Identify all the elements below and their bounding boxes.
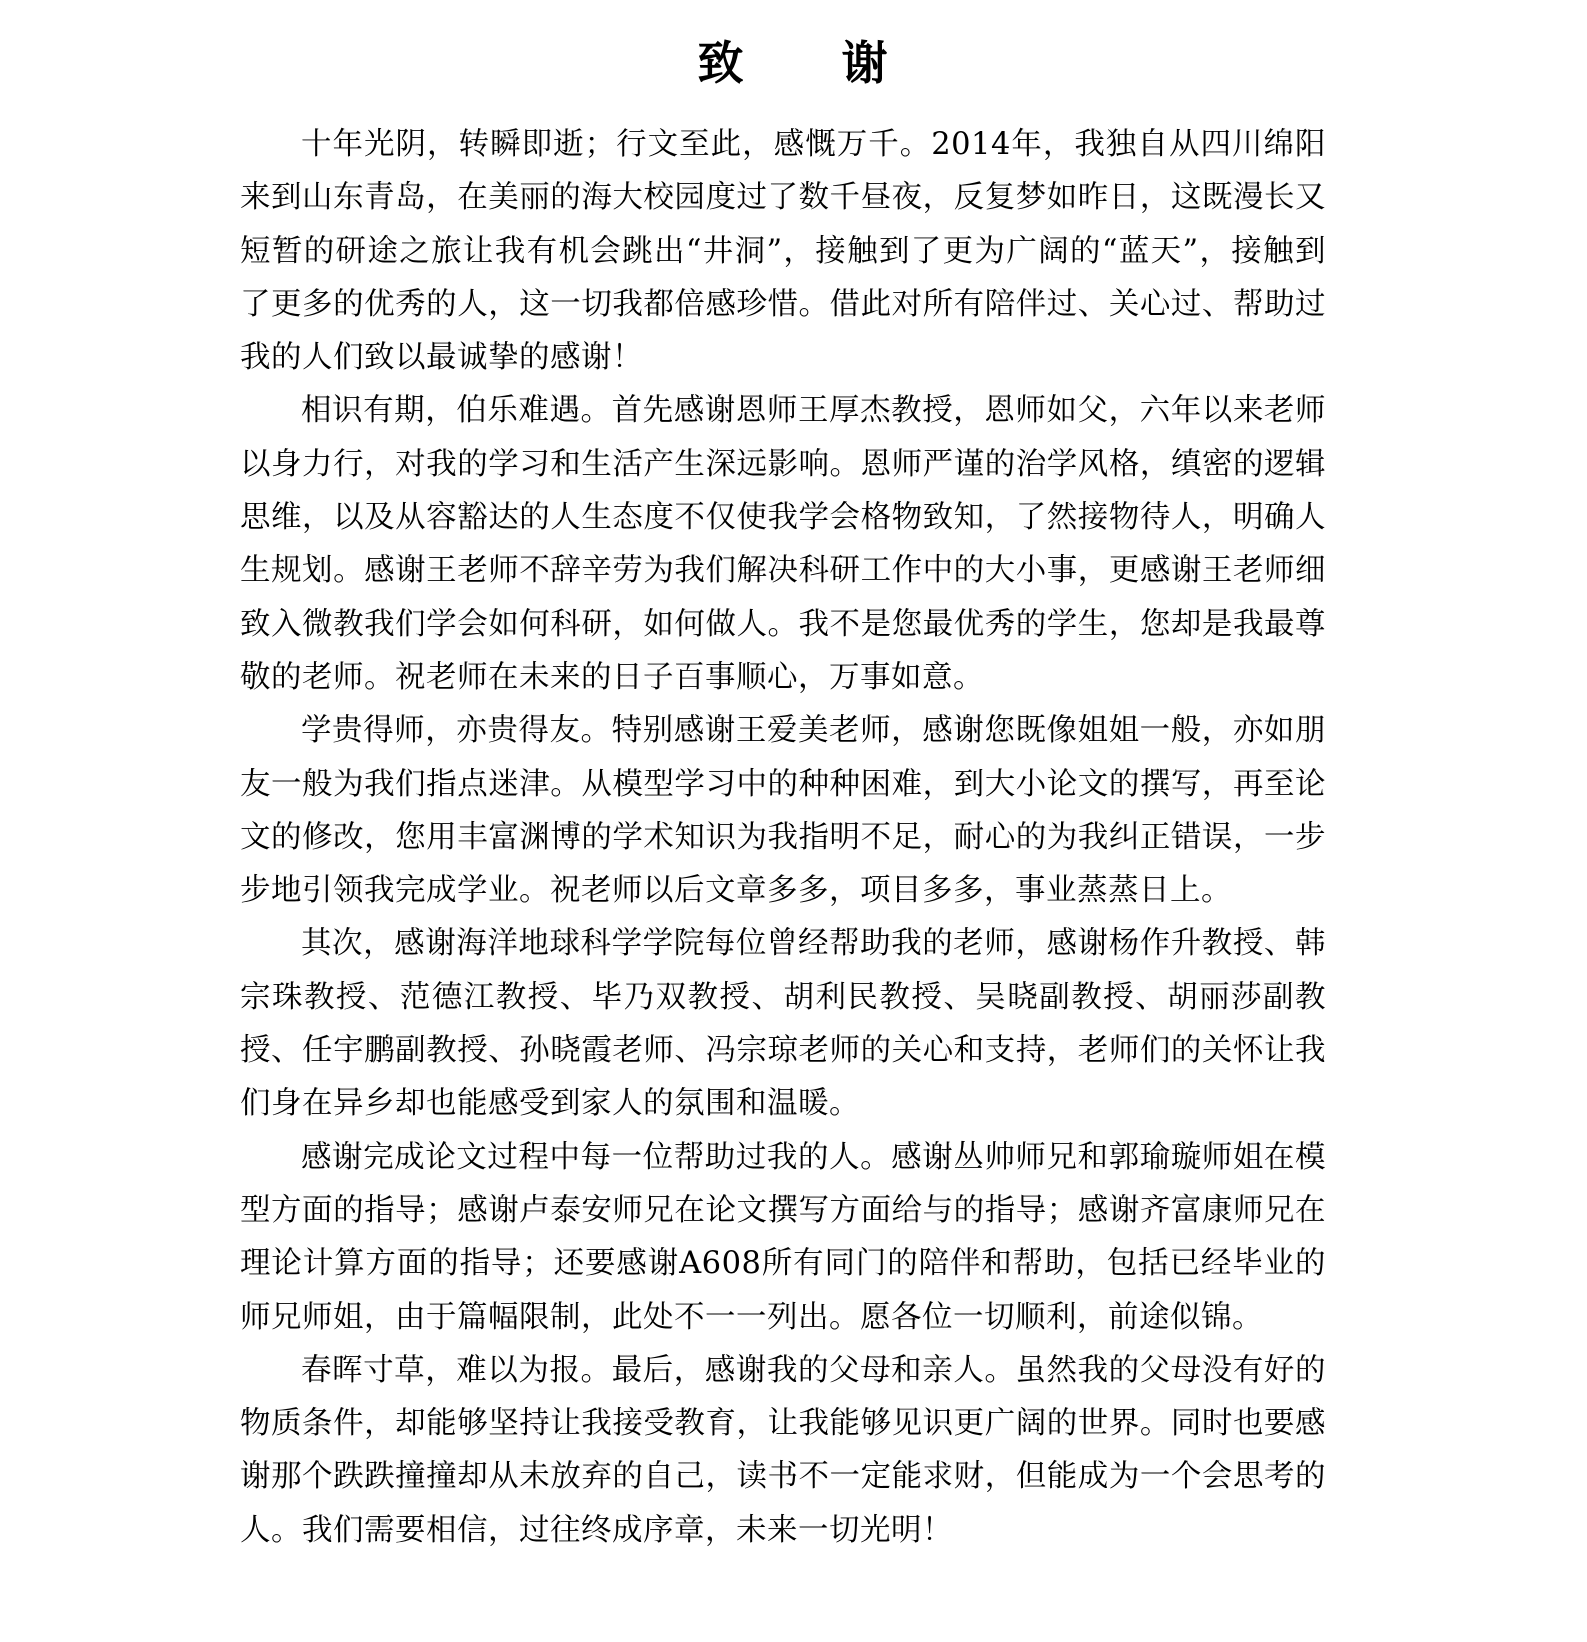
paragraph: 感谢完成论文过程中每一位帮助过我的人。感谢丛帅师兄和郭瑜璇师姐在模型方面的指导；感谢卢泰安师兄在论文撰写方面给与的指导；感谢齐富康师兄在理论计算方面的指导；还要感谢A608所有同门的陪伴和帮助，包括已经毕业的师兄师姐，由于篇幅限制，此处不一一列出。愿各位一切顺利，前途似锦。 <box>240 1139 1326 1335</box>
paragraph: 相识有期，伯乐难遇。首先感谢恩师王厚杰教授，恩师如父，六年以来老师以身力行，对我的学习和生活产生深远影响。恩师严谨的治学风格，缜密的逻辑思维，以及从容豁达的人生态度不仅使我学会格物致知，了然接物待人，明确人生规划。感谢王老师不辞辛劳为我们解决科研工作中的大小事，更感谢王老师细致入微教我们学会如何科研，如何做人。我不是您最优秀的学生，您却是我最尊敬的老师。祝老师在未来的日子百事顺心，万事如意。 <box>240 393 1326 695</box>
paragraph: 其次，感谢海洋地球科学学院每位曾经帮助我的老师，感谢杨作升教授、韩宗珠教授、范德江教授、毕乃双教授、胡利民教授、吴晓副教授、胡丽莎副教授、任宇鹏副教授、孙晓霞老师、冯宗琼老师的关心和支持，老师们的关怀让我们身在异乡却也能感受到家人的氛围和温暖。 <box>240 926 1326 1122</box>
paragraph: 学贵得师，亦贵得友。特别感谢王爱美老师，感谢您既像姐姐一般，亦如朋友一般为我们指点迷津。从模型学习中的种种困难，到大小论文的撰写，再至论文的修改，您用丰富渊博的学术知识为我指明不足，耐心的为我纠正错误，一步步地引领我完成学业。祝老师以后文章多多，项目多多，事业蒸蒸日上。 <box>240 713 1326 909</box>
paragraph: 十年光阴，转瞬即逝；行文至此，感慨万千。2014年，我独自从四川绵阳来到山东青岛，在美丽的海大校园度过了数千昼夜，反复梦如昨日，这既漫长又短暂的研途之旅让我有机会跳出“井洞”，接触到了更为广阔的“蓝天”，接触到了更多的优秀的人，这一切我都倍感珍惜。借此对所有陪伴过、关心过、帮助过我的人们致以最诚挚的感谢！ <box>240 127 1326 376</box>
page-title: 致 谢 <box>697 36 890 90</box>
paragraph: 春晖寸草，难以为报。最后，感谢我的父母和亲人。虽然我的父母没有好的物质条件，却能够坚持让我接受教育，让我能够见识更广阔的世界。同时也要感谢那个跌跌撞撞却从未放弃的自己，读书不一定能求财，但能成为一个会思考的人。我们需要相信，过往终成序章，未来一切光明！ <box>240 1352 1326 1548</box>
acknowledgement-body <box>240 118 1326 1557</box>
